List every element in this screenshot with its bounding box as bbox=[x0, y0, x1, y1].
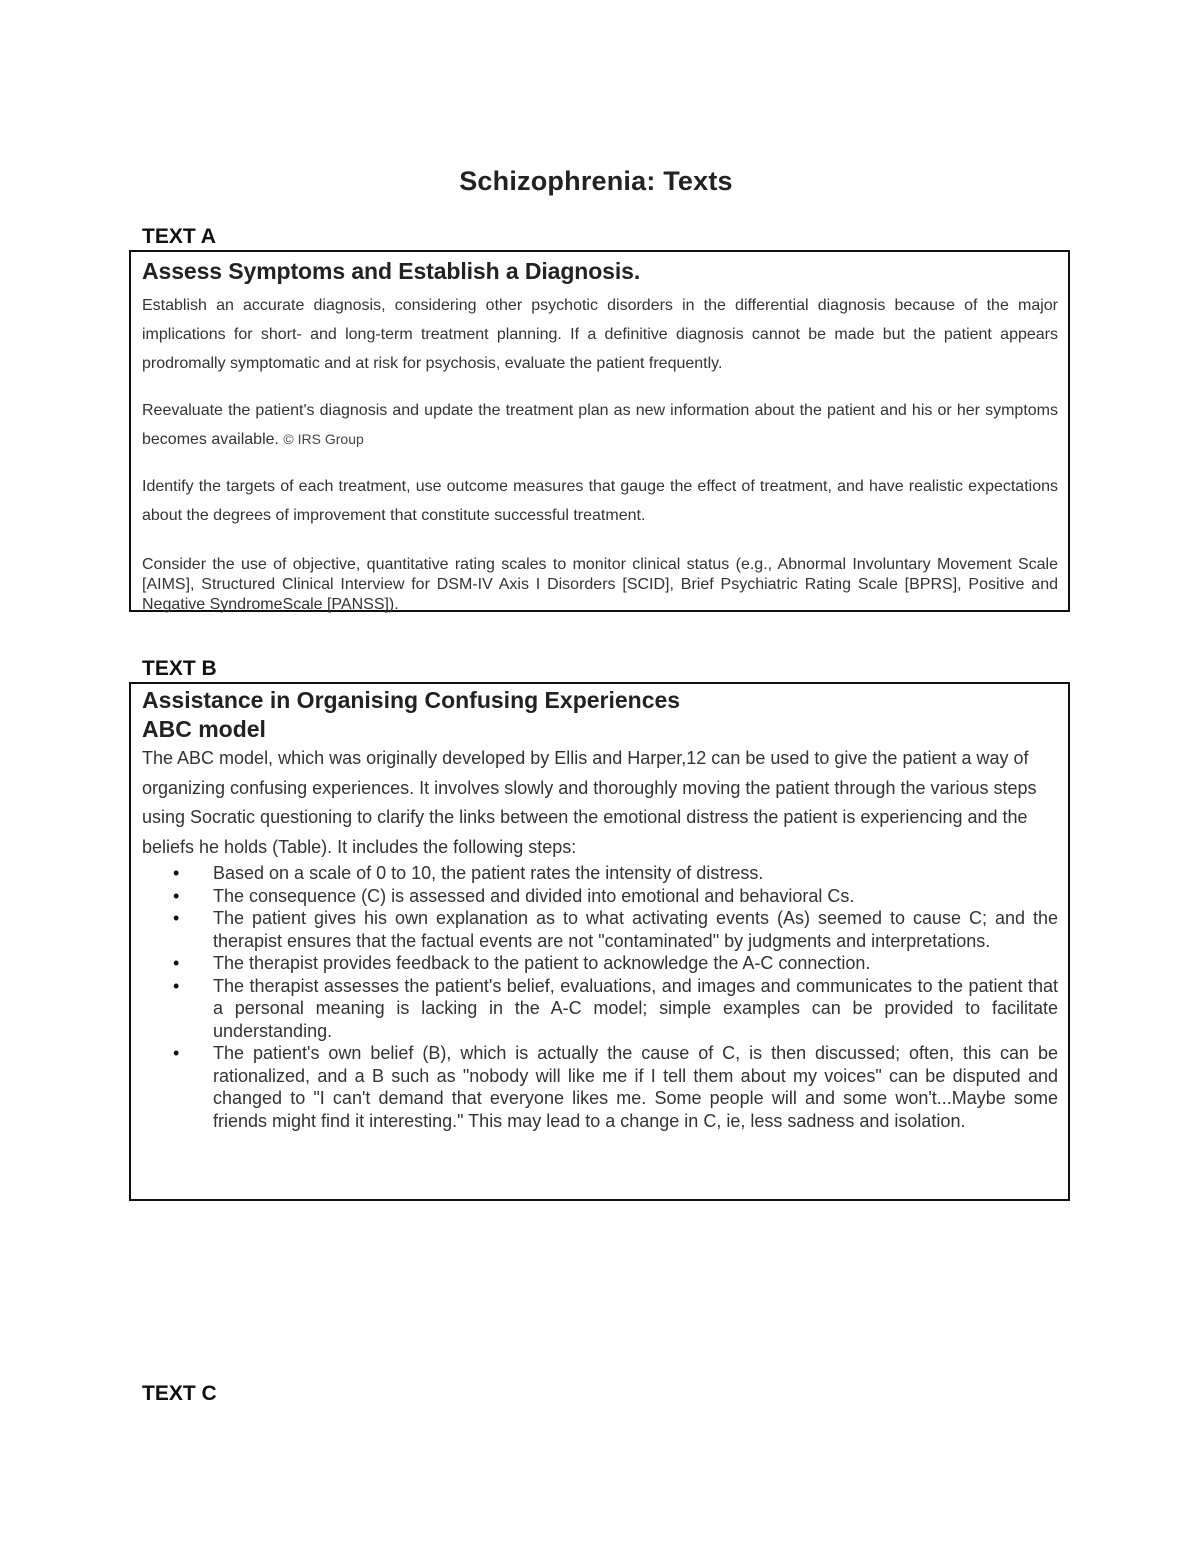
list-item bbox=[142, 1042, 1058, 1132]
bullet-icon: • bbox=[173, 885, 180, 906]
list-item-text: The consequence (C) is assessed and divided into emotional and behavioral Cs. bbox=[213, 885, 855, 906]
bullet-icon: • bbox=[173, 908, 180, 928]
list-item-text: Based on a scale of 0 to 10, the patient rates the intensity of distress. bbox=[213, 863, 764, 883]
list-item-text: The patient's own belief (B), which is actually the cause of C, is then discussed; often, this can be rationalized, and a B such as "nobody will like me if I tell them about my voices" can be disputed and changed to "I can't demand that everyone likes me. Some people will and some won't...Maybe some friends might find it interesting." This may lead to a change in C, ie, less sadness and isolation. bbox=[213, 1043, 1058, 1131]
text-a-paragraph-text: Reevaluate the patient's diagnosis and update the treatment plan as new information about the patient and his or her symptoms becomes available. bbox=[142, 402, 1058, 448]
list-item bbox=[142, 952, 1058, 975]
list-item-text: The therapist provides feedback to the patient to acknowledge the A-C connection. bbox=[213, 953, 871, 973]
abc-steps-list bbox=[142, 862, 1058, 1132]
page-title: Schizophrenia: Texts bbox=[459, 166, 733, 196]
text-a-content bbox=[142, 256, 1058, 615]
text-a-label: TEXT A bbox=[142, 225, 216, 248]
list-item bbox=[142, 975, 1058, 1043]
text-b-heading: Assistance in Organising Confusing Experiences bbox=[142, 687, 681, 713]
copyright-credit: © IRS Group bbox=[283, 431, 364, 447]
text-b-content bbox=[142, 686, 1058, 1132]
text-b-label: TEXT B bbox=[142, 657, 217, 680]
list-item bbox=[142, 907, 1058, 952]
bullet-icon: • bbox=[173, 1043, 180, 1063]
bullet-icon: • bbox=[173, 863, 180, 883]
text-a-box bbox=[129, 250, 1070, 612]
bullet-icon: • bbox=[173, 953, 180, 973]
text-a-paragraph: Establish an accurate diagnosis, considering other psychotic disorders in the differential diagnosis because of the major implications for short- and long-term treatment planning. If a definitive diagnosis cannot be made but the patient appears prodromally symptomatic and at risk for psychosis, evaluate the patient frequently. bbox=[142, 297, 1058, 372]
list-item bbox=[142, 885, 1058, 908]
text-b-box bbox=[129, 682, 1070, 1201]
list-item bbox=[142, 862, 1058, 885]
text-b-intro: The ABC model, which was originally developed by Ellis and Harper,12 can be used to give the patient a way of organizing confusing experiences. It involves slowly and thoroughly moving the patient through the various steps using Socratic questioning to clarify the links between the emotional distress the patient is experiencing and the beliefs he holds (Table). It includes the following steps: bbox=[142, 748, 1037, 857]
text-a-paragraph: Identify the targets of each treatment, use outcome measures that gauge the effect of treatment, and have realistic expectations about the degrees of improvement that constitute successful treatment. bbox=[142, 478, 1058, 524]
text-a-paragraph bbox=[142, 396, 1058, 454]
list-item-text: The therapist assesses the patient's belief, evaluations, and images and communicates to the patient that a personal meaning is lacking in the A-C model; simple examples can be provided to facilitate understanding. bbox=[213, 975, 1058, 1041]
text-b-subheading: ABC model bbox=[142, 716, 266, 742]
text-a-heading: Assess Symptoms and Establish a Diagnosis. bbox=[142, 258, 641, 284]
bullet-icon: • bbox=[173, 975, 180, 996]
text-a-paragraph: Consider the use of objective, quantitative rating scales to monitor clinical status (e.g., Abnormal Involuntary Movement Scale [AIMS], Structured Clinical Interview for DSM-IV Axis I Disorders [SCID], Brief Psychiatric Rating Scale [BPRS], Positive and Negative SyndromeScale [PANSS]). bbox=[142, 556, 1058, 613]
list-item-text: The patient gives his own explanation as to what activating events (As) seemed to cause C; and the therapist ensures that the factual events are not "contaminated" by judgments and interpretations. bbox=[213, 908, 1058, 951]
text-c-label: TEXT C bbox=[142, 1382, 217, 1405]
